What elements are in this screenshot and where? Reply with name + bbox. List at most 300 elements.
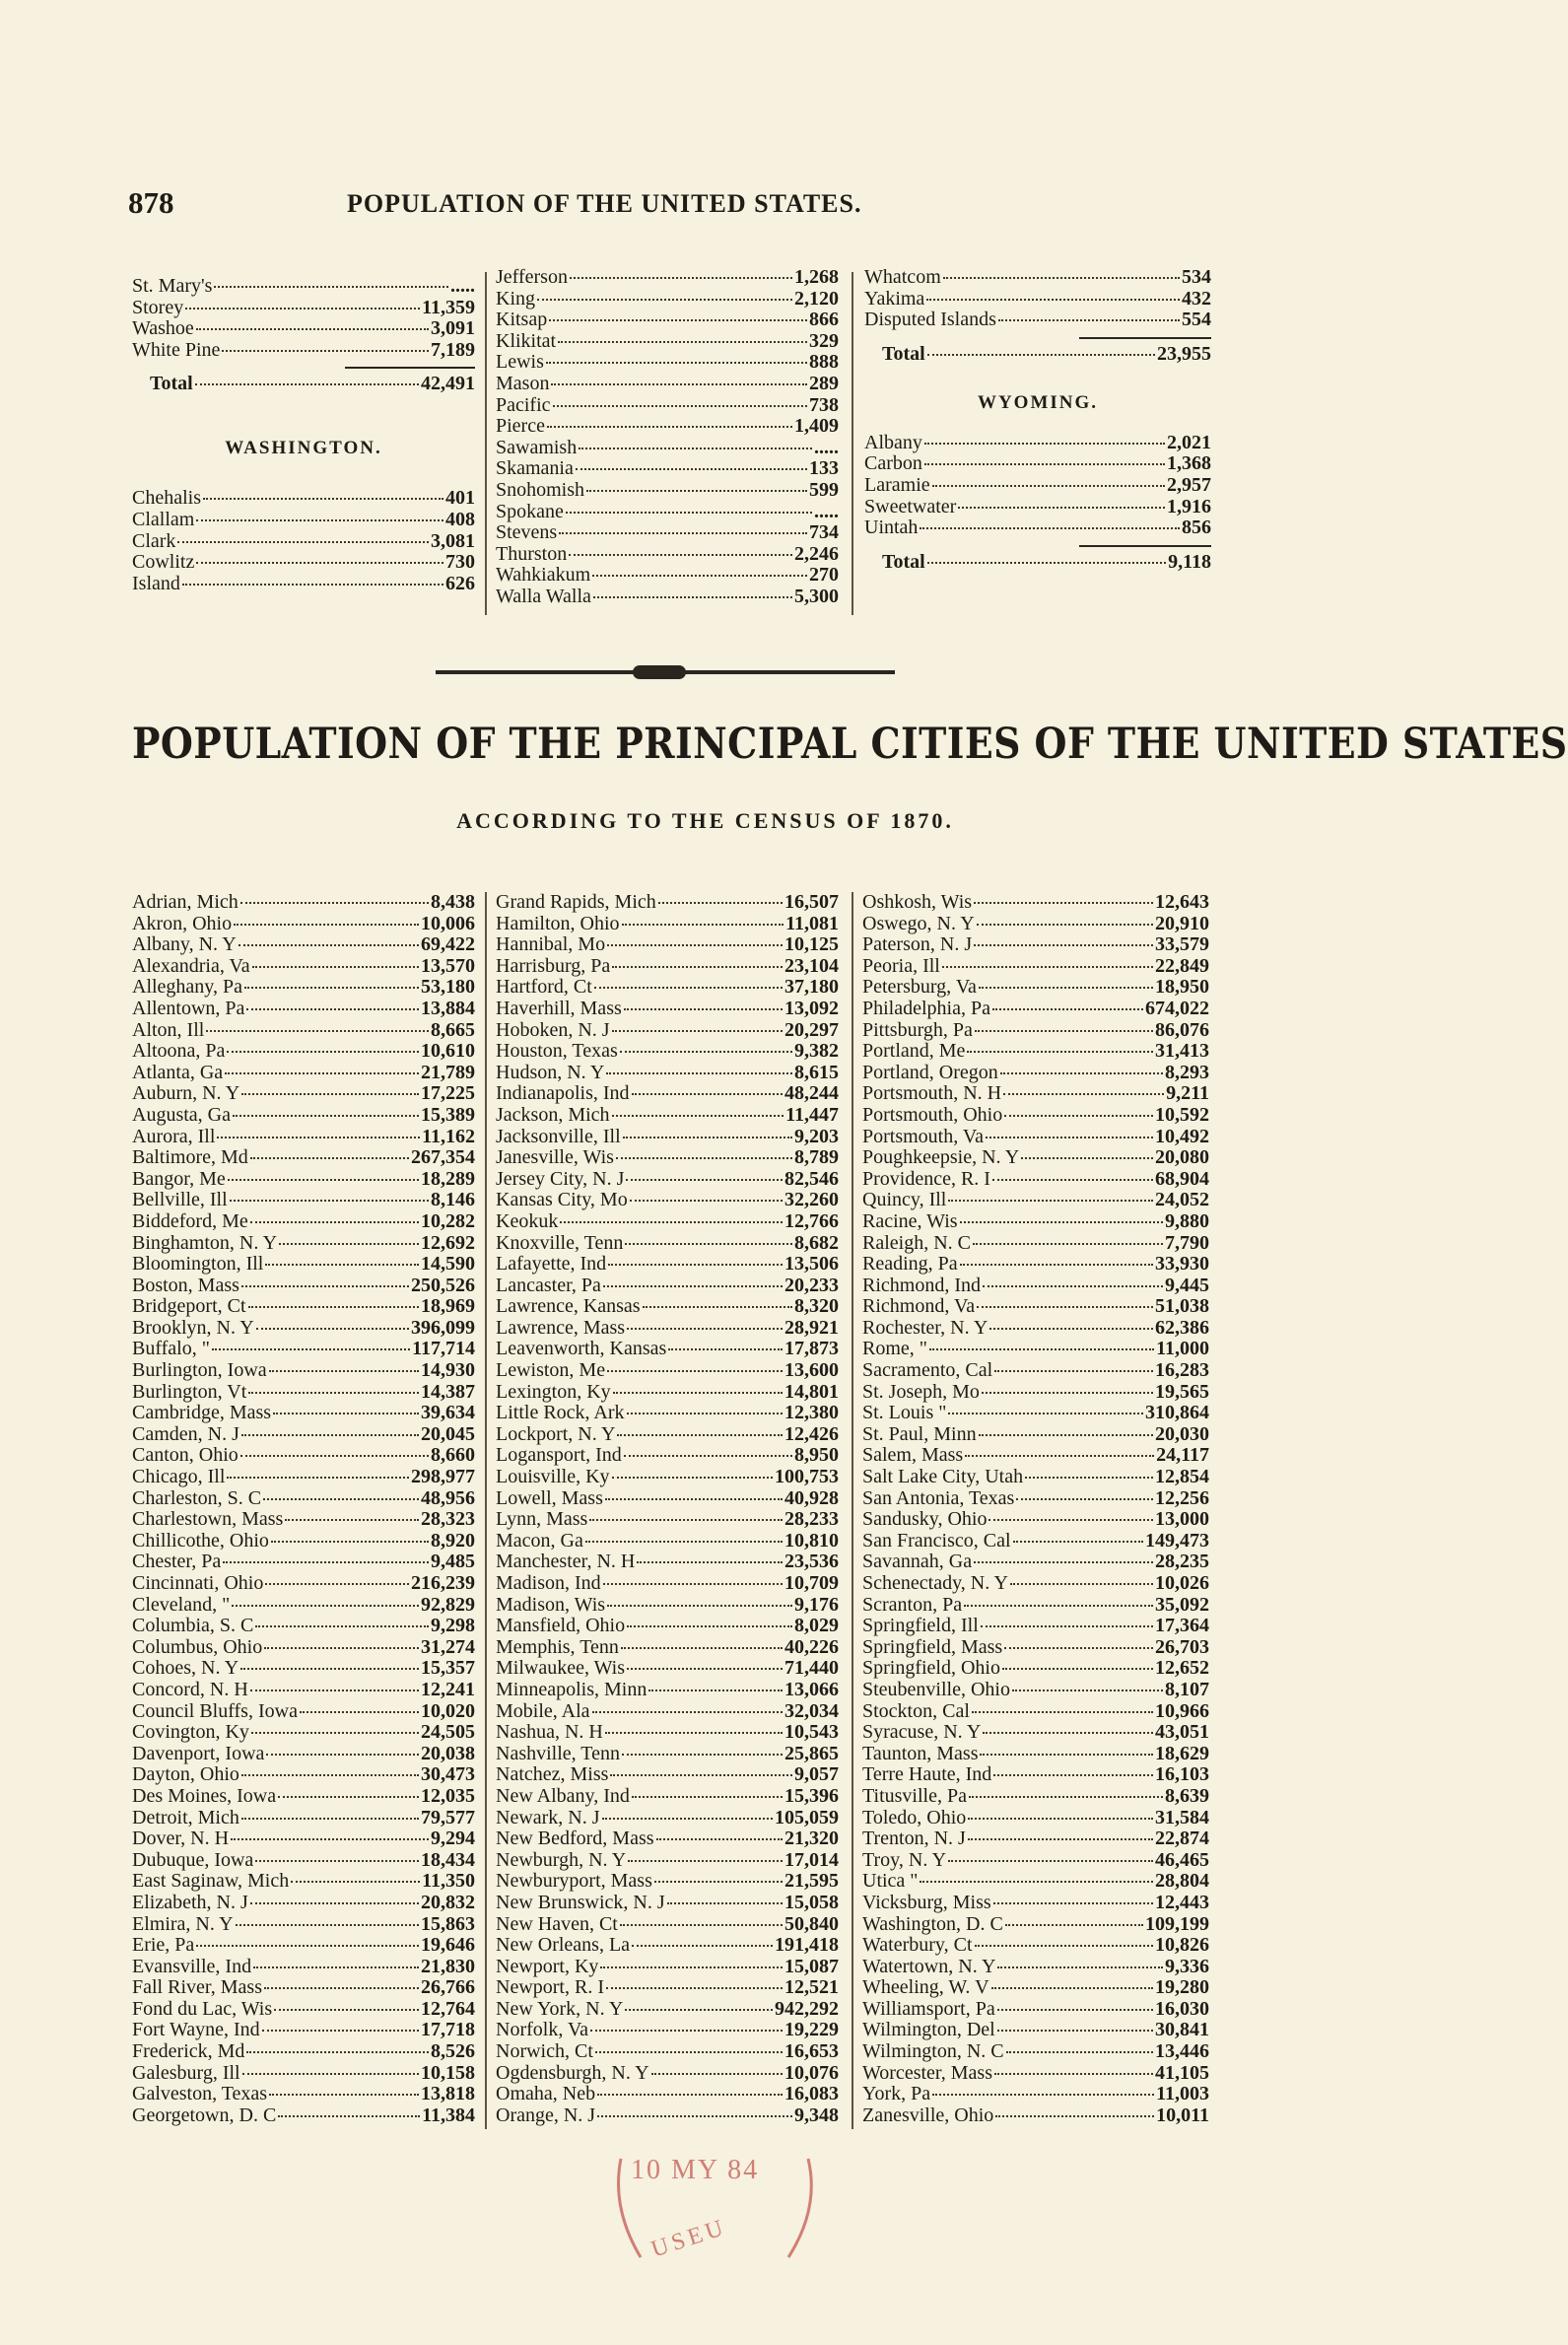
entry-name: Vicksburg, Miss (862, 1891, 991, 1913)
leader-dots (920, 1867, 1153, 1883)
leader-dots (980, 1740, 1153, 1756)
entry-value: 11,359 (422, 296, 475, 318)
leader-dots (250, 1676, 419, 1691)
leader-dots (232, 1591, 419, 1607)
leader-dots (612, 1463, 773, 1479)
leader-dots (196, 506, 443, 521)
entry-value: 8,526 (431, 2040, 475, 2063)
entry-value: 41,105 (1155, 2061, 1209, 2084)
leader-dots (253, 1953, 419, 1968)
leader-dots (667, 1889, 783, 1904)
entry-name: Rochester, N. Y (862, 1316, 989, 1339)
leader-dots (570, 263, 792, 279)
leader-dots (560, 1207, 783, 1223)
entry-value: 554 (1182, 309, 1211, 331)
leader-dots (262, 2016, 419, 2032)
entry-name: Council Bluffs, Iowa (132, 1699, 298, 1722)
leader-dots (279, 1229, 419, 1245)
entry-value: 888 (809, 351, 839, 374)
entry-name: Lewiston, Me (496, 1359, 606, 1382)
entry-value: 2,120 (794, 287, 839, 310)
top-column-1 (132, 276, 475, 594)
entry-value: ..... (814, 500, 839, 522)
entry-name: Fort Wayne, Ind (132, 2019, 260, 2041)
entry-name: Portsmouth, N. H (862, 1082, 1002, 1105)
entry-name: Hoboken, N. J (496, 1018, 610, 1041)
leader-dots (241, 1079, 419, 1095)
section-title: POPULATION OF THE PRINCIPAL CITIES OF THE UNITED STATES (132, 720, 1568, 769)
entry-value: 20,030 (1155, 1422, 1209, 1445)
leader-dots (549, 306, 807, 321)
entry-name: New Bedford, Mass (496, 1828, 654, 1850)
leader-dots (603, 1569, 783, 1585)
leader-dots (605, 1718, 783, 1734)
total-label: Total (882, 342, 925, 365)
entry-value: 5,300 (794, 585, 839, 607)
entry-value: 50,840 (784, 1912, 839, 1935)
entry-value: 250,526 (411, 1274, 475, 1296)
entry-value: 401 (445, 487, 475, 510)
leader-dots (264, 1973, 419, 1989)
leader-dots (241, 1760, 419, 1776)
leader-dots (608, 1250, 783, 1266)
entry-name: Albany, N. Y (132, 933, 237, 956)
leader-dots (606, 1059, 792, 1074)
entry-name: Des Moines, Iowa (132, 1784, 277, 1807)
entry-value: 12,521 (784, 1976, 839, 1999)
leader-dots (920, 514, 1180, 529)
entry-value: 20,832 (421, 1891, 475, 1913)
leader-dots (648, 1676, 783, 1691)
leader-dots (228, 1165, 419, 1181)
leader-dots (668, 1335, 783, 1350)
entry-name: Augusta, Ga (132, 1103, 231, 1126)
entry-name: Bridgeport, Ct (132, 1295, 246, 1318)
entry-value: 53,180 (421, 976, 475, 999)
entry-value: 8,320 (794, 1295, 839, 1318)
entry-name: Dayton, Ohio (132, 1763, 239, 1786)
leader-dots (214, 272, 448, 288)
entry-value: 289 (809, 372, 839, 394)
entry-name: Sawamish (496, 436, 578, 458)
entry-name: Salem, Mass (862, 1444, 964, 1467)
entry-name: Baltimore, Md (132, 1146, 248, 1169)
leader-dots (974, 888, 1153, 904)
entry-value: 10,158 (421, 2061, 475, 2084)
entry-name: San Antonia, Texas (862, 1486, 1015, 1509)
entry-name: Altoona, Pa (132, 1040, 226, 1063)
entry-value: 12,035 (421, 1784, 475, 1807)
entry-value: 39,634 (421, 1402, 475, 1424)
entry-name: Stockton, Cal (862, 1699, 970, 1722)
entry-value: 8,029 (794, 1615, 839, 1637)
entry-value: 13,570 (421, 954, 475, 977)
entry-name: Burlington, Iowa (132, 1359, 267, 1382)
leader-dots (1013, 1527, 1143, 1543)
entry-value: 14,801 (784, 1380, 839, 1403)
entry-name: Sacramento, Cal (862, 1359, 993, 1382)
leader-dots (612, 952, 783, 968)
leader-dots (613, 1378, 783, 1394)
running-title: POPULATION OF THE UNITED STATES. (347, 189, 862, 218)
entry-name: St. Mary's (132, 275, 213, 297)
leader-dots (285, 1505, 419, 1521)
leader-dots (212, 1335, 410, 1350)
entry-name: Taunton, Mass (862, 1742, 979, 1764)
leader-dots (979, 1420, 1153, 1436)
spacer (864, 374, 1211, 387)
leader-dots (273, 1399, 419, 1414)
leader-dots (546, 348, 807, 364)
leader-dots (196, 1931, 419, 1947)
entry-value: 1,268 (794, 266, 839, 288)
entry-name: Lawrence, Mass (496, 1316, 626, 1339)
entry-value: 16,283 (1155, 1359, 1209, 1382)
leader-dots (617, 1420, 783, 1436)
leader-dots (252, 952, 419, 968)
entry-value: 149,473 (1145, 1529, 1209, 1552)
entry-value: 17,364 (1155, 1615, 1209, 1637)
entry-name: Waterbury, Ct (862, 1934, 973, 1957)
entry-name: New Haven, Ct (496, 1912, 618, 1935)
leader-dots (1004, 1633, 1153, 1649)
entry-value: 15,058 (784, 1891, 839, 1913)
entry-name: Spokane (496, 500, 564, 522)
entry-value: 267,354 (411, 1146, 475, 1169)
entry-value: 8,682 (794, 1231, 839, 1254)
entry-name: Detroit, Mich (132, 1806, 239, 1828)
leader-dots (227, 1463, 409, 1479)
entry-value: 15,389 (421, 1103, 475, 1126)
entry-name: Nashua, N. H (496, 1721, 603, 1744)
entry-name: Minneapolis, Minn (496, 1678, 648, 1700)
entry-value: 11,003 (1156, 2083, 1209, 2105)
entry-name: Rome, " (862, 1338, 927, 1360)
entry-name: Logansport, Ind (496, 1444, 622, 1467)
entry-name: Wahkiakum (496, 564, 591, 586)
leader-dots (255, 1612, 429, 1627)
leader-dots (1002, 1654, 1153, 1670)
entry-value: 270 (809, 564, 839, 586)
entry-value: ..... (814, 436, 839, 458)
entry-value: 13,600 (784, 1359, 839, 1382)
leader-dots (977, 910, 1153, 926)
leader-dots (579, 434, 812, 449)
entry-value: 28,804 (1155, 1870, 1209, 1893)
leader-dots (592, 1697, 783, 1713)
entry-value: 18,434 (421, 1848, 475, 1871)
entry-value: 12,643 (1155, 891, 1209, 913)
total-row (864, 552, 1211, 582)
entry-value: 191,418 (775, 1934, 839, 1957)
entry-name: New York, N. Y (496, 1997, 624, 2020)
leader-dots (248, 1292, 419, 1308)
stamp-text: USEU (648, 2214, 730, 2263)
leader-dots (658, 888, 783, 904)
entry-name: Steubenville, Ohio (862, 1678, 1010, 1700)
entry-value: 866 (809, 309, 839, 331)
entry-name: Harrisburg, Pa (496, 954, 611, 977)
leader-dots (929, 1335, 1154, 1350)
leader-dots (968, 1825, 1153, 1840)
entry-name: Newport, Ky (496, 1955, 599, 1977)
entry-name: New Brunswick, N. J (496, 1891, 665, 1913)
entry-value: 21,595 (784, 1870, 839, 1893)
leader-dots (241, 1272, 409, 1287)
table-row (132, 340, 475, 362)
entry-value: 13,092 (784, 997, 839, 1019)
entry-name: Carbon (864, 452, 922, 475)
entry-value: ..... (450, 275, 475, 297)
leader-dots (1003, 1079, 1164, 1095)
leader-dots (994, 1356, 1153, 1372)
entry-value: 12,652 (1155, 1657, 1209, 1680)
entry-value: 216,239 (411, 1572, 475, 1594)
entry-value: 9,057 (794, 1763, 839, 1786)
entry-value: 15,863 (421, 1912, 475, 1935)
entry-name: St. Paul, Minn (862, 1422, 977, 1445)
entry-name: Omaha, Neb (496, 2083, 596, 2105)
leader-dots (948, 1846, 1153, 1862)
entry-value: 26,703 (1155, 1635, 1209, 1658)
entry-value: 20,910 (1155, 912, 1209, 934)
entry-name: Boston, Mass (132, 1274, 239, 1296)
entry-name: Terre Haute, Ind (862, 1763, 992, 1786)
entry-value: 22,849 (1155, 954, 1209, 977)
leader-dots (1025, 1463, 1153, 1479)
entry-name: Jackson, Mich (496, 1103, 610, 1126)
entry-value: 534 (1182, 266, 1211, 288)
entry-name: Auburn, N. Y (132, 1082, 240, 1105)
entry-name: Cohoes, N. Y (132, 1657, 239, 1680)
entry-name: Toledo, Ohio (862, 1806, 967, 1828)
entry-value: 2,957 (1167, 473, 1211, 496)
entry-value: 8,660 (431, 1444, 475, 1467)
entry-name: Wilmington, Del (862, 2019, 995, 2041)
entry-name: York, Pa (862, 2083, 931, 2105)
leader-dots (975, 1016, 1153, 1032)
entry-name: Kitsap (496, 309, 548, 331)
table-row (132, 2105, 475, 2127)
entry-name: Milwaukee, Wis (496, 1657, 626, 1680)
entry-name: Oshkosh, Wis (862, 891, 973, 913)
entry-name: Whatcom (864, 266, 941, 288)
leader-dots (942, 952, 1153, 968)
leader-dots (553, 391, 807, 407)
entry-name: Jacksonville, Ill (496, 1125, 621, 1147)
total-label: Total (150, 373, 193, 395)
entry-value: 10,966 (1155, 1699, 1209, 1722)
entry-name: Petersburg, Va (862, 976, 977, 999)
entry-name: Wheeling, W. V (862, 1976, 989, 1999)
entry-value: 9,298 (431, 1615, 475, 1637)
leader-dots (983, 1718, 1153, 1734)
leader-dots (1006, 2037, 1153, 2053)
leader-dots (997, 2016, 1153, 2032)
leader-dots (246, 995, 419, 1010)
entry-value: 20,038 (421, 1742, 475, 1764)
entry-name: Portsmouth, Ohio (862, 1103, 1003, 1126)
entry-value: 738 (809, 393, 839, 416)
leader-dots (989, 1505, 1153, 1521)
leader-dots (274, 1995, 419, 2011)
entry-name: Charleston, S. C (132, 1486, 262, 1509)
leader-dots (973, 1229, 1163, 1245)
entry-name: Cleveland, " (132, 1593, 231, 1616)
entry-name: Chehalis (132, 487, 201, 510)
leader-dots (974, 931, 1153, 946)
leader-dots (177, 527, 429, 543)
entry-value: 12,426 (784, 1422, 839, 1445)
entry-name: Concord, N. H (132, 1678, 248, 1700)
leader-dots (242, 2059, 419, 2075)
leader-dots (643, 1292, 792, 1308)
leader-dots (974, 1548, 1153, 1563)
leader-dots (196, 548, 443, 564)
entry-value: 13,884 (421, 997, 475, 1019)
entry-name: Providence, R. I (862, 1167, 990, 1190)
entry-name: Richmond, Va (862, 1295, 976, 1318)
entry-name: Scranton, Pa (862, 1593, 963, 1616)
entry-name: Cambridge, Mass (132, 1402, 272, 1424)
entry-name: Laramie (864, 473, 930, 496)
column-rule (852, 892, 853, 2129)
leader-dots (559, 518, 807, 534)
entry-value: 17,873 (784, 1338, 839, 1360)
leader-dots (203, 484, 443, 500)
leader-dots (240, 888, 429, 904)
entry-value: 12,692 (421, 1231, 475, 1254)
leader-dots (607, 931, 783, 946)
entry-value: 20,045 (421, 1422, 475, 1445)
entry-value: 21,320 (784, 1828, 839, 1850)
leader-dots (965, 1441, 1154, 1457)
entry-name: Newport, R. I (496, 1976, 604, 1999)
entry-value: 8,920 (431, 1529, 475, 1552)
entry-value: 26,766 (421, 1976, 475, 1999)
entry-name: Camden, N. J (132, 1422, 239, 1445)
entry-name: Peoria, Ill (862, 954, 940, 977)
leader-dots (651, 2059, 783, 2075)
state-heading: WASHINGTON. (225, 438, 382, 459)
entry-value: 28,235 (1155, 1551, 1209, 1573)
entry-name: Paterson, N. J (862, 933, 973, 956)
total-row (864, 344, 1211, 374)
entry-value: 10,592 (1155, 1103, 1209, 1126)
entry-name: Springfield, Ill (862, 1615, 979, 1637)
leader-dots (986, 1123, 1153, 1138)
entry-value: 24,052 (1155, 1189, 1209, 1211)
entry-name: Alleghany, Pa (132, 976, 243, 999)
entry-name: Klikitat (496, 329, 557, 352)
leader-dots (969, 1782, 1163, 1798)
entry-value: 2,021 (1167, 431, 1211, 453)
entry-value: 1,368 (1167, 452, 1211, 475)
leader-dots (566, 498, 812, 514)
leader-dots (992, 995, 1143, 1010)
leader-dots (994, 2059, 1153, 2075)
entry-value: 12,380 (784, 1402, 839, 1424)
leader-dots (576, 454, 807, 470)
entry-value: 16,507 (784, 891, 839, 913)
entry-name: Springfield, Ohio (862, 1657, 1000, 1680)
entry-name: Thurston (496, 542, 568, 565)
entry-name: Adrian, Mich (132, 891, 239, 913)
leader-dots (943, 263, 1180, 279)
entry-value: 15,357 (421, 1657, 475, 1680)
leader-dots (625, 1995, 773, 2011)
entry-value: 11,081 (785, 912, 839, 934)
entry-name: Uintah (864, 517, 919, 539)
entry-name: Memphis, Tenn (496, 1635, 619, 1658)
entry-name: Dubuque, Iowa (132, 1848, 254, 1871)
entry-value: 13,446 (1155, 2040, 1209, 2063)
entry-name: Orange, N. J (496, 2104, 596, 2126)
entry-name: Savannah, Ga (862, 1551, 973, 1573)
entry-value: 105,059 (775, 1806, 839, 1828)
leader-dots (958, 493, 1165, 509)
entry-name: Portland, Me (862, 1040, 966, 1063)
entry-value: 32,034 (784, 1699, 839, 1722)
entry-value: 10,006 (421, 912, 475, 934)
entry-name: Pierce (496, 415, 545, 438)
entry-value: 11,384 (422, 2104, 475, 2126)
entry-value: 30,473 (421, 1763, 475, 1786)
leader-dots (1004, 1101, 1153, 1117)
entry-name: Salt Lake City, Utah (862, 1466, 1024, 1488)
entry-value: 19,565 (1155, 1380, 1209, 1403)
leader-dots (616, 1143, 792, 1159)
entry-name: Elizabeth, N. J (132, 1891, 248, 1913)
leader-dots (993, 1760, 1153, 1776)
entry-value: 13,506 (784, 1253, 839, 1276)
entry-value: 13,818 (421, 2083, 475, 2105)
entry-value: 48,244 (784, 1082, 839, 1105)
leader-dots (630, 1186, 783, 1202)
entry-name: Manchester, N. H (496, 1551, 636, 1573)
entry-value: 69,422 (421, 933, 475, 956)
leader-dots (250, 1889, 419, 1904)
entry-value: 12,443 (1155, 1891, 1209, 1913)
entry-value: 10,610 (421, 1040, 475, 1063)
total-row (132, 374, 475, 403)
entry-value: 8,146 (431, 1189, 475, 1211)
entry-value: 100,753 (775, 1466, 839, 1488)
leader-dots (251, 1718, 419, 1734)
entry-value: 9,880 (1165, 1209, 1209, 1232)
leader-dots (606, 1973, 783, 1989)
leader-dots (233, 1101, 419, 1117)
entry-value: 9,348 (794, 2104, 839, 2126)
entry-name: Lewis (496, 351, 544, 374)
leader-dots (222, 336, 429, 352)
leader-dots (981, 1612, 1153, 1627)
leader-dots (266, 1740, 419, 1756)
entry-name: Worcester, Mass (862, 2061, 992, 2084)
entry-name: Williamsport, Pa (862, 1997, 995, 2020)
entry-name: Reading, Pa (862, 1253, 958, 1276)
leader-dots (967, 1037, 1153, 1053)
entry-value: 22,874 (1155, 1828, 1209, 1850)
entry-value: 730 (445, 551, 475, 574)
leader-dots (300, 1697, 419, 1713)
entry-value: 109,199 (1145, 1912, 1209, 1935)
leader-dots (626, 1165, 783, 1181)
leader-dots (269, 1356, 419, 1372)
entry-value: 10,826 (1155, 1934, 1209, 1957)
entry-name: Erie, Pa (132, 1934, 195, 1957)
leader-dots (590, 2016, 783, 2032)
